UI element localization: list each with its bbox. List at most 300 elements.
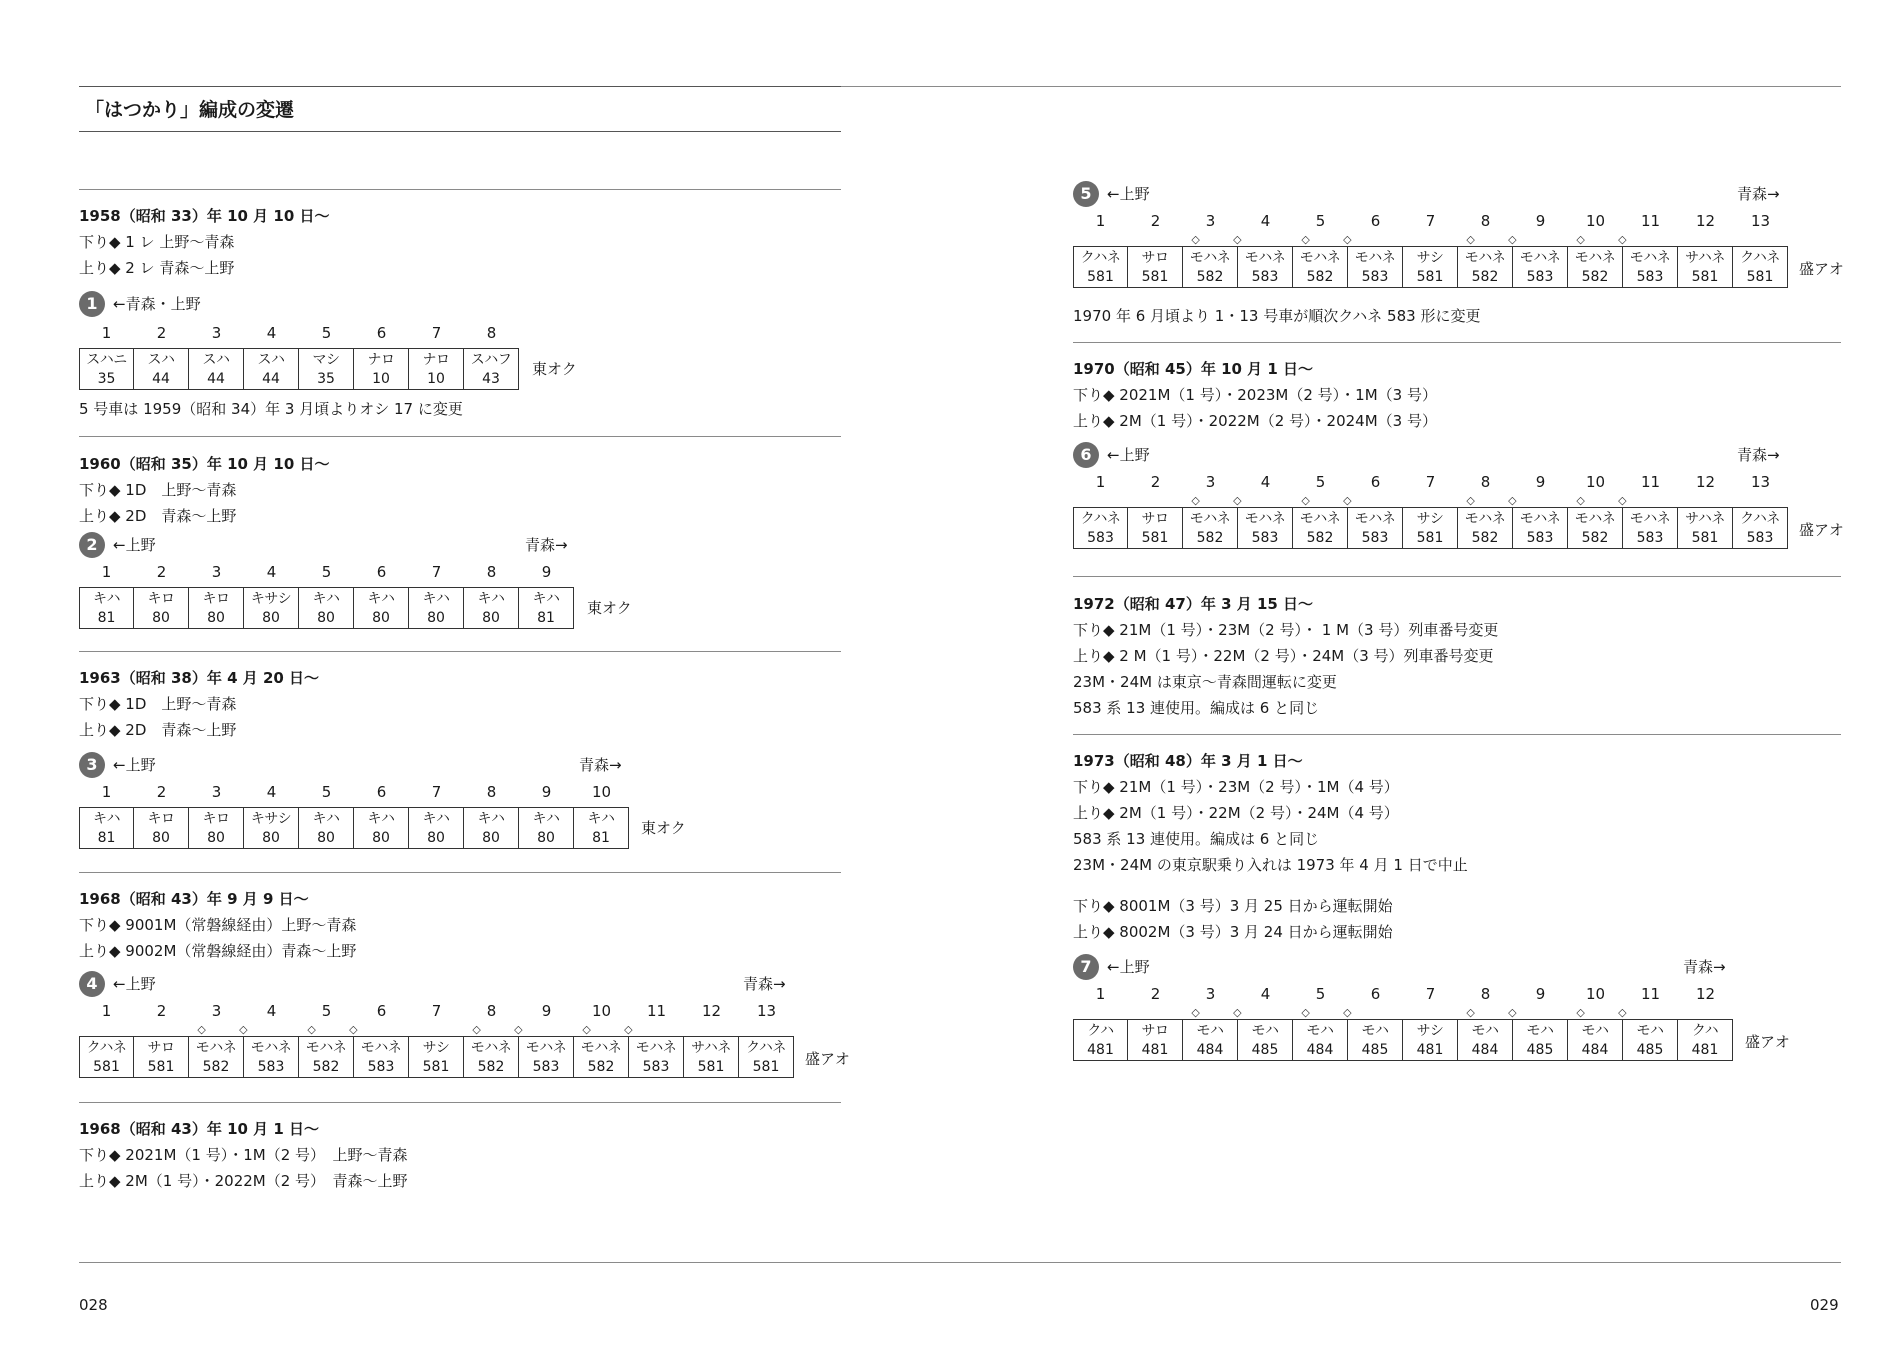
car-type: サロ: [1141, 250, 1169, 266]
car-type: モハネ: [1299, 250, 1341, 266]
car-box: [1348, 246, 1403, 288]
car-box: [519, 1036, 574, 1078]
car-type: キハ: [312, 591, 340, 607]
car-number: 3: [211, 783, 222, 801]
car-series: 583: [1526, 530, 1554, 546]
section-1972: [1073, 591, 1498, 721]
car-type: スハフ: [470, 352, 512, 368]
formation-badge: 6: [1073, 442, 1099, 468]
car-number: 4: [1260, 212, 1271, 230]
car-series: 583: [1746, 530, 1774, 546]
pantograph-mark: ◇: [307, 1023, 316, 1036]
pantograph-mark: ◇: [1618, 1006, 1627, 1019]
car-box: [134, 348, 189, 390]
car-number: 10: [591, 1002, 612, 1020]
car-number: 6: [376, 324, 387, 342]
car-series: 81: [97, 830, 116, 846]
car-box: [244, 807, 299, 849]
car-number: 12: [1695, 212, 1716, 230]
car-number: 6: [376, 563, 387, 581]
car-number: 4: [1260, 985, 1271, 1003]
pantograph-mark: ◇: [1191, 233, 1200, 246]
car-series: 481: [1416, 1042, 1444, 1058]
car-number: 5: [1315, 985, 1326, 1003]
formation-badge: 4: [79, 971, 105, 997]
car-number: 8: [486, 324, 497, 342]
section-1960: [79, 451, 329, 529]
car-box: [519, 587, 574, 629]
car-number: 2: [1150, 985, 1161, 1003]
car-type: クハネ: [1080, 250, 1121, 266]
car-type: モハ: [1196, 1023, 1224, 1039]
car-box: [1183, 1019, 1238, 1061]
down-train: 下り◆ 9001M（常磐線経由）上野〜青森: [79, 916, 357, 934]
depot-label: 東オク: [641, 819, 686, 837]
divider: [79, 872, 841, 873]
car-series: 35: [97, 371, 116, 387]
up-train: 上り◆ 2D 青森〜上野: [79, 507, 237, 525]
car-box: [1403, 1019, 1458, 1061]
car-box: [134, 1036, 189, 1078]
direction-right: 青森→: [1737, 446, 1780, 464]
car-series: 581: [93, 1059, 120, 1075]
car-number: 6: [1370, 212, 1381, 230]
car-number: 5: [1315, 212, 1326, 230]
car-type: キハ: [93, 591, 120, 607]
pantograph-mark: ◇: [1576, 233, 1585, 246]
pantograph-mark: ◇: [1508, 1006, 1517, 1019]
car-series: 582: [1471, 269, 1499, 285]
up-train: 上り◆ 2D 青森〜上野: [79, 721, 237, 739]
line: 下り◆ 21M（1 号）・23M（2 号）・ 1 M（3 号）列車番号変更: [1073, 621, 1499, 639]
car-type: スハ: [257, 352, 285, 368]
depot-label: 東オク: [587, 599, 632, 617]
pantograph-mark: ◇: [1301, 494, 1310, 507]
direction-left: ←上野: [113, 756, 156, 774]
car-type: モハネ: [1464, 511, 1506, 527]
car-type: クハ: [1691, 1023, 1719, 1039]
car-number: 7: [431, 1002, 442, 1020]
direction-left: ←上野: [1107, 958, 1150, 976]
car-number: 2: [156, 1002, 167, 1020]
car-type: モハネ: [195, 1040, 237, 1056]
car-number: 8: [486, 1002, 497, 1020]
up-train: 上り◆ 9002M（常磐線経由）青森〜上野: [79, 942, 357, 960]
pantograph-mark: ◇: [1233, 1006, 1242, 1019]
divider: [79, 651, 841, 652]
car-series: 44: [152, 371, 170, 387]
car-number: 1: [101, 1002, 112, 1020]
car-series: 581: [1691, 530, 1719, 546]
car-number: 9: [541, 563, 552, 581]
line: 上り◆ 2M（1 号）・22M（2 号）・24M（4 号）: [1073, 804, 1399, 822]
car-number: 3: [211, 1002, 222, 1020]
car-series: 583: [1361, 269, 1389, 285]
car-type: モハネ: [1629, 511, 1671, 527]
pantograph-mark: ◇: [1466, 494, 1475, 507]
divider: [79, 436, 841, 437]
car-type: モハネ: [580, 1040, 622, 1056]
car-series: 484: [1196, 1042, 1224, 1058]
car-series: 484: [1581, 1042, 1609, 1058]
car-type: モハネ: [525, 1040, 567, 1056]
car-box: [354, 1036, 409, 1078]
section-date: 1973（昭和 48）年 3 月 1 日〜: [1073, 752, 1303, 770]
car-number: 3: [1205, 212, 1216, 230]
car-number: 5: [1315, 473, 1326, 491]
car-number: 4: [1260, 473, 1271, 491]
car-box: [1678, 507, 1733, 549]
formation-badge: 5: [1073, 181, 1099, 207]
car-series: 583: [1636, 530, 1664, 546]
car-type: キハ: [477, 591, 505, 607]
car-number: 11: [646, 1002, 667, 1020]
car-number: 1: [101, 783, 112, 801]
car-number: 5: [321, 324, 332, 342]
divider: [79, 1102, 841, 1103]
car-number: 5: [321, 563, 332, 581]
line: 下り◆ 21M（1 号）・23M（2 号）・1M（4 号）: [1073, 778, 1399, 796]
down-train: 下り◆ 2021M（1 号）・1M（2 号） 上野〜青森: [79, 1146, 408, 1164]
car-number: 8: [1480, 473, 1491, 491]
car-type: モハネ: [250, 1040, 292, 1056]
car-series: 582: [477, 1059, 505, 1075]
car-number: 9: [541, 1002, 552, 1020]
section-date: 1968（昭和 43）年 9 月 9 日〜: [79, 890, 309, 908]
car-series: 485: [1361, 1042, 1389, 1058]
note: 1970 年 6 月頃より 1・13 号車が順次クハネ 583 形に変更: [1073, 307, 1481, 325]
up-train: 上り◆ 2 レ 青森〜上野: [79, 259, 235, 277]
car-type: モハネ: [360, 1040, 402, 1056]
car-number: 2: [1150, 212, 1161, 230]
car-type: キロ: [147, 811, 175, 827]
car-number: 2: [156, 324, 167, 342]
car-box: [1623, 507, 1678, 549]
down-train: 下り◆ 1D 上野〜青森: [79, 695, 237, 713]
car-series: 581: [1746, 269, 1774, 285]
car-type: キハ: [422, 811, 450, 827]
car-series: 43: [482, 371, 500, 387]
car-number: 9: [541, 783, 552, 801]
pantograph-mark: ◇: [1618, 233, 1627, 246]
car-series: 80: [427, 830, 445, 846]
car-box: [1513, 507, 1568, 549]
car-series: 582: [312, 1059, 340, 1075]
car-type: サロ: [1141, 511, 1169, 527]
car-number: 8: [1480, 985, 1491, 1003]
car-box: [1568, 507, 1623, 549]
car-box: [1623, 246, 1678, 288]
car-series: 484: [1471, 1042, 1499, 1058]
pantograph-mark: ◇: [472, 1023, 481, 1036]
car-box: [409, 348, 464, 390]
car-box: [1348, 507, 1403, 549]
car-box: [1293, 246, 1348, 288]
car-type: モハネ: [1519, 511, 1561, 527]
direction-right: 青森→: [1683, 958, 1726, 976]
car-type: キハ: [367, 591, 395, 607]
car-series: 485: [1636, 1042, 1664, 1058]
car-series: 80: [317, 830, 335, 846]
car-number: 3: [211, 324, 222, 342]
depot-label: 盛アオ: [805, 1050, 850, 1068]
down-train: 下り◆ 1 レ 上野〜青森: [79, 233, 235, 251]
pantograph-mark: ◇: [1191, 494, 1200, 507]
car-series: 80: [207, 830, 225, 846]
car-box: [244, 587, 299, 629]
car-box: [1458, 507, 1513, 549]
divider: [79, 189, 841, 190]
car-number: 11: [1640, 985, 1661, 1003]
car-type: モハ: [1361, 1023, 1389, 1039]
car-box: [1238, 1019, 1293, 1061]
car-series: 582: [1306, 269, 1334, 285]
pantograph-mark: ◇: [1343, 1006, 1352, 1019]
car-box: [409, 807, 464, 849]
depot-label: 盛アオ: [1799, 521, 1844, 539]
pantograph-mark: ◇: [1508, 494, 1517, 507]
divider: [1073, 734, 1841, 735]
line: 上り◆ 2 M（1 号）・22M（2 号）・24M（3 号）列車番号変更: [1073, 647, 1494, 665]
car-series: 583: [1251, 269, 1279, 285]
car-type: モハネ: [1464, 250, 1506, 266]
car-box: [684, 1036, 739, 1078]
section-date: 1968（昭和 43）年 10 月 1 日〜: [79, 1120, 320, 1138]
car-box: [1128, 1019, 1183, 1061]
car-number: 7: [1425, 985, 1436, 1003]
section-1958: [79, 203, 329, 281]
car-series: 581: [1141, 530, 1169, 546]
pantograph-mark: ◇: [1301, 1006, 1310, 1019]
car-type: キロ: [202, 591, 230, 607]
direction-right: 青森→: [743, 975, 786, 993]
car-series: 581: [422, 1059, 450, 1075]
car-number: 2: [156, 783, 167, 801]
car-number: 7: [1425, 473, 1436, 491]
car-series: 80: [372, 610, 390, 626]
car-series: 80: [152, 610, 170, 626]
car-box: [574, 807, 629, 849]
car-number: 7: [431, 324, 442, 342]
car-box: [79, 807, 134, 849]
car-box: [189, 348, 244, 390]
car-box: [464, 348, 519, 390]
pantograph-mark: ◇: [1233, 494, 1242, 507]
car-series: 582: [1306, 530, 1334, 546]
car-box: [1183, 246, 1238, 288]
section-1968-oct: [79, 1116, 408, 1194]
car-type: モハネ: [1574, 250, 1616, 266]
direction-left: ←青森・上野: [113, 295, 201, 313]
car-box: [1293, 507, 1348, 549]
car-type: サロ: [1141, 1023, 1169, 1039]
car-number: 7: [1425, 212, 1436, 230]
car-number: 9: [1535, 473, 1546, 491]
section-1968-sep: [79, 886, 356, 964]
car-number: 13: [1750, 212, 1771, 230]
line: 下り◆ 8001M（3 号）3 月 25 日から運転開始: [1073, 897, 1393, 915]
car-number: 6: [376, 1002, 387, 1020]
car-type: サハネ: [1685, 250, 1725, 266]
car-box: [244, 1036, 299, 1078]
car-series: 10: [427, 371, 445, 387]
car-series: 81: [97, 610, 116, 626]
car-box: [79, 587, 134, 629]
car-number: 10: [1585, 212, 1606, 230]
car-box: [629, 1036, 684, 1078]
car-series: 582: [1196, 530, 1224, 546]
car-box: [354, 348, 409, 390]
car-box: [409, 587, 464, 629]
car-type: クハネ: [86, 1040, 127, 1056]
car-type: モハ: [1306, 1023, 1334, 1039]
car-series: 581: [1416, 269, 1444, 285]
car-series: 583: [1087, 530, 1114, 546]
car-box: [464, 807, 519, 849]
car-series: 581: [147, 1059, 175, 1075]
bottom-rule: [79, 1262, 1841, 1263]
car-number: 13: [756, 1002, 777, 1020]
car-series: 583: [257, 1059, 285, 1075]
line: 583 系 13 連使用。編成は 6 と同じ: [1073, 699, 1320, 717]
line: 23M・24M の東京駅乗り入れは 1973 年 4 月 1 日で中止: [1073, 856, 1468, 874]
car-box: [739, 1036, 794, 1078]
section-1963: [79, 665, 319, 743]
car-type: キロ: [147, 591, 175, 607]
car-type: サシ: [1416, 511, 1444, 527]
pantograph-mark: ◇: [1618, 494, 1627, 507]
car-box: [1238, 246, 1293, 288]
pantograph-mark: ◇: [197, 1023, 206, 1036]
pantograph-mark: ◇: [514, 1023, 523, 1036]
car-box: [1623, 1019, 1678, 1061]
formation-badge: 1: [79, 291, 105, 317]
car-number: 1: [101, 563, 112, 581]
section-date: 1960（昭和 35）年 10 月 10 日〜: [79, 455, 330, 473]
pantograph-mark: ◇: [1466, 233, 1475, 246]
car-series: 582: [1581, 530, 1609, 546]
car-series: 581: [1416, 530, 1444, 546]
line: 23M・24M は東京〜青森間運転に変更: [1073, 673, 1337, 691]
down-train: 下り◆ 2021M（1 号）・2023M（2 号）・1M（3 号）: [1073, 386, 1437, 404]
up-train: 上り◆ 2M（1 号）・2022M（2 号）・2024M（3 号）: [1073, 412, 1437, 430]
car-box: [1348, 1019, 1403, 1061]
car-series: 81: [592, 830, 610, 846]
car-type: キハ: [367, 811, 395, 827]
car-box: [1678, 1019, 1733, 1061]
car-series: 583: [1251, 530, 1279, 546]
car-box: [464, 1036, 519, 1078]
car-box: [1238, 507, 1293, 549]
car-series: 80: [427, 610, 445, 626]
car-series: 583: [532, 1059, 560, 1075]
car-type: スハ: [147, 352, 175, 368]
car-type: モハネ: [305, 1040, 347, 1056]
car-type: サロ: [147, 1040, 175, 1056]
car-number: 11: [1640, 473, 1661, 491]
car-box: [299, 348, 354, 390]
car-type: サシ: [1416, 1023, 1444, 1039]
car-number: 7: [431, 783, 442, 801]
car-type: モハネ: [635, 1040, 677, 1056]
car-series: 581: [1087, 269, 1114, 285]
car-type: スハニ: [86, 352, 127, 368]
car-series: 44: [207, 371, 225, 387]
car-box: [1073, 246, 1128, 288]
car-type: キハ: [532, 591, 560, 607]
car-type: クハ: [1087, 1023, 1114, 1039]
car-number: 12: [1695, 473, 1716, 491]
car-series: 581: [752, 1059, 780, 1075]
car-series: 80: [262, 830, 280, 846]
car-series: 80: [207, 610, 225, 626]
car-series: 581: [1691, 269, 1719, 285]
car-type: モハネ: [1629, 250, 1671, 266]
car-box: [1513, 1019, 1568, 1061]
car-number: 10: [1585, 473, 1606, 491]
car-number: 5: [321, 1002, 332, 1020]
car-box: [134, 807, 189, 849]
car-number: 4: [266, 1002, 277, 1020]
pantograph-mark: ◇: [582, 1023, 591, 1036]
formation-badge: 7: [1073, 954, 1099, 980]
car-series: 80: [537, 830, 555, 846]
car-series: 481: [1087, 1042, 1114, 1058]
car-box: [79, 1036, 134, 1078]
car-series: 583: [1636, 269, 1664, 285]
page-number-right: 029: [1810, 1296, 1839, 1314]
car-type: モハネ: [1299, 511, 1341, 527]
page-title: 「はつかり」編成の変遷: [85, 99, 295, 121]
car-series: 80: [262, 610, 280, 626]
car-number: 12: [1695, 985, 1716, 1003]
car-type: モハネ: [1244, 250, 1286, 266]
car-type: モハネ: [1189, 250, 1231, 266]
car-number: 1: [1095, 473, 1106, 491]
car-type: モハネ: [1354, 250, 1396, 266]
direction-left: ←上野: [113, 975, 156, 993]
car-type: キハ: [93, 811, 120, 827]
car-box: [1403, 507, 1458, 549]
car-type: キハ: [312, 811, 340, 827]
car-number: 10: [1585, 985, 1606, 1003]
car-number: 9: [1535, 212, 1546, 230]
pantograph-mark: ◇: [1576, 1006, 1585, 1019]
car-number: 3: [211, 563, 222, 581]
car-type: ナロ: [422, 352, 450, 368]
car-type: モハネ: [470, 1040, 512, 1056]
car-type: キロ: [202, 811, 230, 827]
car-box: [1568, 246, 1623, 288]
car-box: [1293, 1019, 1348, 1061]
pantograph-mark: ◇: [1191, 1006, 1200, 1019]
car-type: モハネ: [1574, 511, 1616, 527]
car-type: サシ: [422, 1040, 450, 1056]
car-number: 8: [486, 783, 497, 801]
car-box: [1183, 507, 1238, 549]
car-number: 10: [591, 783, 612, 801]
car-series: 583: [1526, 269, 1554, 285]
car-type: キハ: [587, 811, 615, 827]
pantograph-mark: ◇: [1576, 494, 1585, 507]
car-series: 484: [1306, 1042, 1334, 1058]
car-box: [134, 587, 189, 629]
car-type: モハ: [1636, 1023, 1664, 1039]
car-series: 485: [1251, 1042, 1279, 1058]
car-series: 35: [317, 371, 335, 387]
car-series: 80: [482, 830, 500, 846]
car-box: [1678, 246, 1733, 288]
